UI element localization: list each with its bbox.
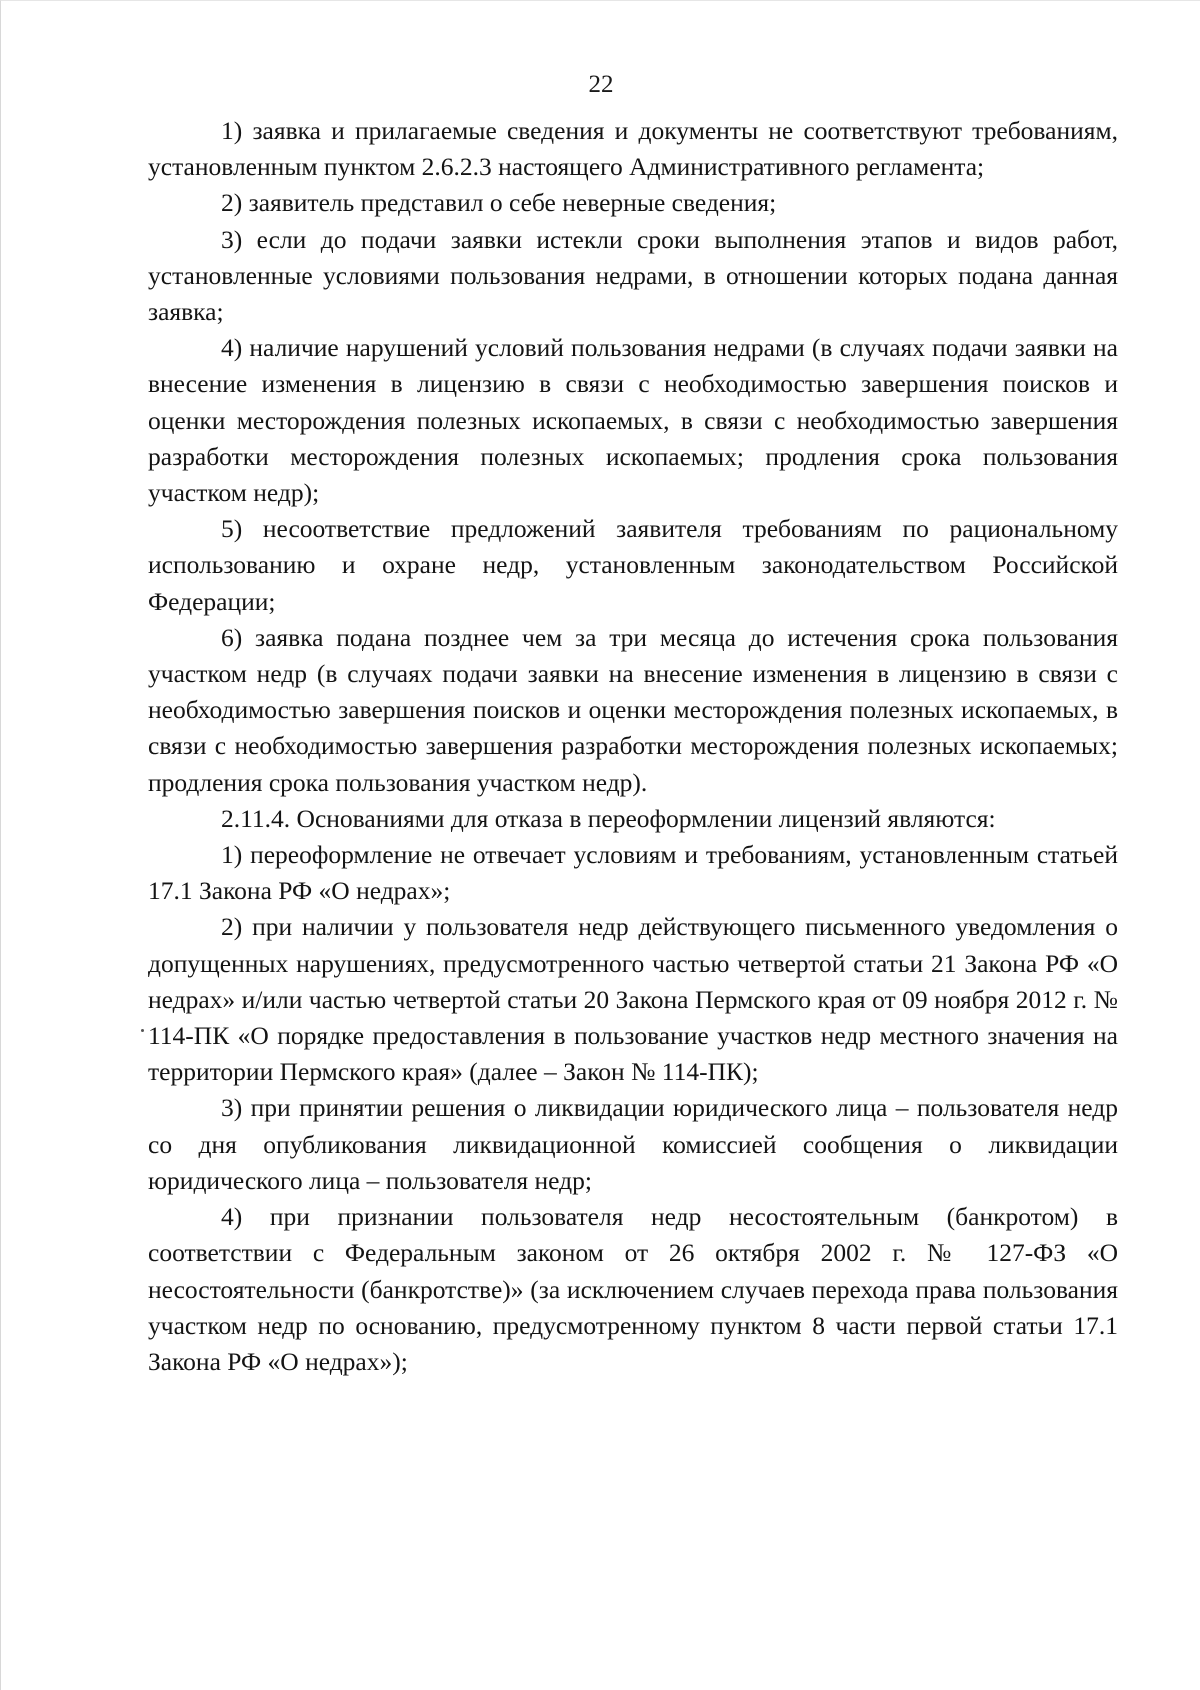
scan-speck xyxy=(141,1029,144,1032)
paragraph-item-4: 4) наличие нарушений условий пользования недрами (в случаях подачи заявки на внесение изменения в лицензию в связи с необходимостью завершения поисков и оценки месторождения полезных ископаемых, в связи с необходимостью завершения разработки месторождения полезных ископаемых; продления срока пользования участком недр); xyxy=(148,333,1118,508)
reissue-item-3: 3) при принятии решения о ликвидации юридического лица – пользователя недр со дня опубликования ликвидационной комиссией сообщения о ликвидации юридического лица – пользователя недр; xyxy=(148,1093,1118,1195)
paragraph-item-6: 6) заявка подана позднее чем за три месяца до истечения срока пользования участком недр (в случаях подачи заявки на внесение изменения в лицензию в связи с необходимостью завершения поисков и оценки месторождения полезных ископаемых, в связи с необходимостью завершения разработки месторождения полезных ископаемых; продления срока пользования участком недр). xyxy=(148,622,1118,797)
paragraph-item-2: 2) заявитель представил о себе неверные сведения; xyxy=(221,188,777,218)
paragraph-item-3: 3) если до подачи заявки истекли сроки выполнения этапов и видов работ, установленные условиями пользования недрами, в отношении которых подана данная заявка; xyxy=(148,224,1118,327)
section-heading-2-11-4: 2.11.4. Основаниями для отказа в переоформлении лицензий являются: xyxy=(221,803,996,833)
reissue-item-4: 4) при признании пользователя недр несостоятельным (банкротом) в соответствии с Федеральным законом от 26 октября 2002 г. № 127-ФЗ «О несостоятельности (банкротстве)» (за исключением случаев перехода права пользования участком недр по основанию, предусмотренному пунктом 8 части первой статьи 17.1 Закона РФ «О недрах»); xyxy=(148,1202,1118,1376)
page-number: 22 xyxy=(588,71,614,98)
paragraph-item-5: 5) несоответствие предложений заявителя требованиям по рациональному использованию и охране недр, установленным законодательством Российской Федерации; xyxy=(148,514,1118,616)
paragraph-item-1: 1) заявка и прилагаемые сведения и документы не соответствуют требованиям, установленным пунктом 2.6.2.3 настоящего Административного регламента; xyxy=(148,116,1118,182)
document-body xyxy=(148,113,1118,1380)
reissue-item-2: 2) при наличии у пользователя недр действующего письменного уведомления о допущенных нарушениях, предусмотренного частью четвертой статьи 21 Закона РФ «О недрах» и/или частью четвертой статьи 20 Закона Пермского края от 09 ноября 2012 г. № 114-ПК «О порядке предоставления в пользование участков недр местного значения на территории Пермского края» (далее – Закон № 114-ПК); xyxy=(148,912,1118,1087)
reissue-item-1: 1) переоформление не отвечает условиям и требованиям, установленным статьей 17.1 Закона РФ «О недрах»; xyxy=(148,840,1118,906)
